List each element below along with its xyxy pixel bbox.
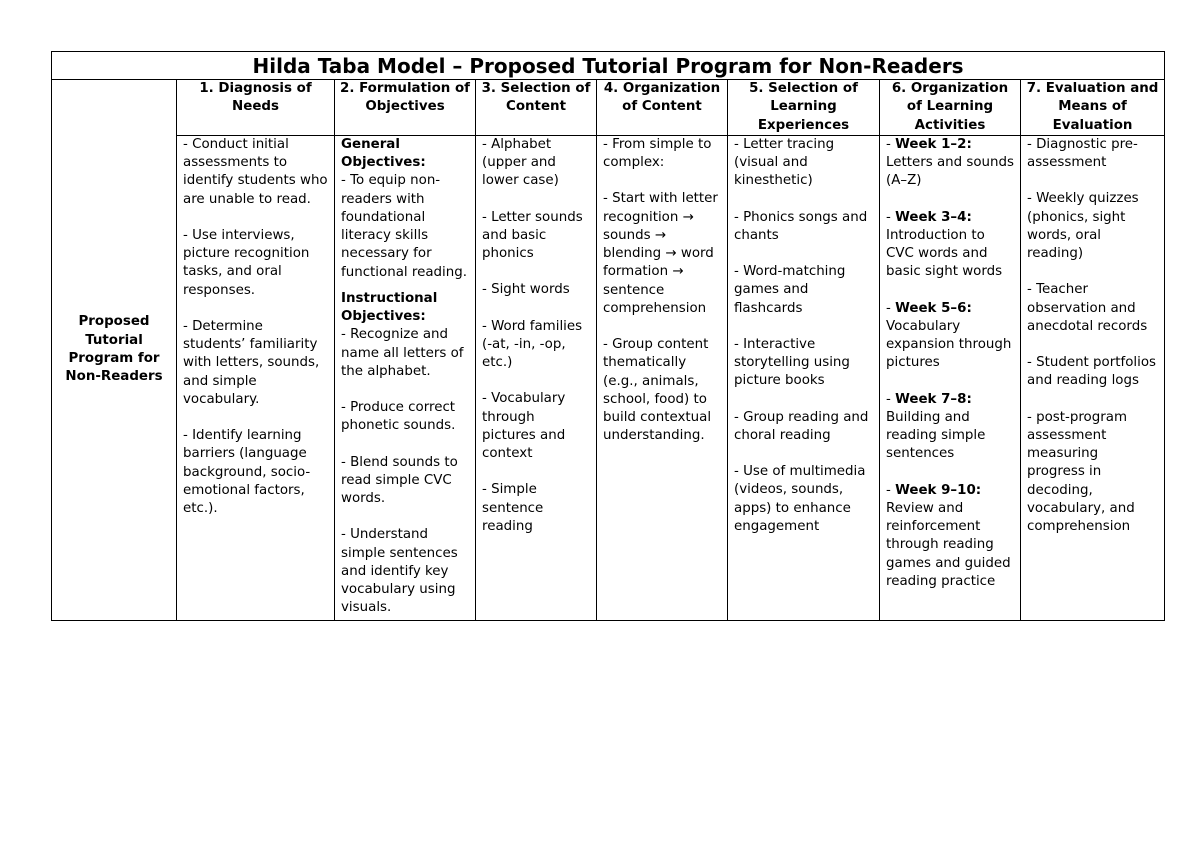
activity-text: Introduction to CVC words and basic sight words <box>886 227 1003 280</box>
tutorial-program-table <box>51 51 1165 621</box>
diagnosis-item: - Identify learning barriers (language background, socio-emotional factors, etc.). <box>183 428 311 516</box>
evaluation-item: - Teacher observation and anecdotal records <box>1027 282 1148 334</box>
content-item: - Sight words <box>482 282 570 298</box>
general-objective: - To equip non-readers with foundational literacy skills necessary for functional reading. <box>341 173 468 280</box>
instructional-objective: - Recognize and name all letters of the alphabet. <box>341 327 464 379</box>
header-content-organization: 4. Organization of Content <box>597 80 728 136</box>
activity-week: Week 7–8: <box>895 391 972 407</box>
header-learning-experiences: 5. Selection of Learning Experiences <box>728 80 880 136</box>
document-title: Hilda Taba Model – Proposed Tutorial Program for Non-Readers <box>52 52 1165 80</box>
general-objectives-heading: General Objectives: <box>341 136 426 170</box>
header-content-selection: 3. Selection of Content <box>476 80 597 136</box>
evaluation-item: - Weekly quizzes (phonics, sight words, oral reading) <box>1027 191 1139 261</box>
activity-week: Week 9–10: <box>895 482 982 498</box>
activity-item <box>886 136 1015 191</box>
header-learning-activities: 6. Organization of Learning Activities <box>880 80 1021 136</box>
content-selection-cell <box>476 135 597 620</box>
activity-text: Building and reading simple sentences <box>886 409 986 462</box>
header-objectives: 2. Formulation of Objectives <box>335 80 476 136</box>
organization-item: - Start with letter recognition → sounds → blending → word formation → sentence comprehension <box>603 191 718 316</box>
organization-item: - Group content thematically (e.g., animals, school, food) to build contextual understanding. <box>603 337 712 444</box>
diagnosis-item: - Conduct initial assessments to identify students who are unable to read. <box>183 136 328 207</box>
content-item: - Letter sounds and basic phonics <box>482 209 583 261</box>
activity-dash: - <box>886 136 896 152</box>
diagnosis-item: - Determine students’ familiarity with letters, sounds, and simple vocabulary. <box>183 318 320 407</box>
activity-dash: - <box>886 300 896 316</box>
evaluation-item: - post-program assessment measuring progress in decoding, vocabulary, and comprehension <box>1027 409 1135 534</box>
instructional-objectives-heading: Instructional Objectives: <box>341 290 438 324</box>
diagnosis-item: - Use interviews, picture recognition tasks, and oral responses. <box>183 227 310 298</box>
content-item: - Alphabet (upper and lower case) <box>482 136 559 189</box>
instructional-objective: - Blend sounds to read simple CVC words. <box>341 454 458 506</box>
activity-item <box>886 209 1015 282</box>
organization-item: - From simple to complex: <box>603 136 712 170</box>
activity-week: Week 5–6: <box>895 300 972 316</box>
evaluation-item: - Diagnostic pre-assessment <box>1027 136 1138 170</box>
activity-item <box>886 391 1015 464</box>
experience-item: - Group reading and choral reading <box>734 409 869 443</box>
diagnosis-cell <box>177 135 335 620</box>
header-diagnosis: 1. Diagnosis of Needs <box>177 80 335 136</box>
title-row <box>52 52 1165 80</box>
experience-item: - Phonics songs and chants <box>734 209 868 243</box>
content-item: - Word families (-at, -in, -op, etc.) <box>482 318 583 370</box>
content-organization-cell <box>597 135 728 620</box>
learning-experiences-cell <box>728 135 880 620</box>
experience-item: - Letter tracing (visual and kinesthetic) <box>734 136 835 189</box>
content-row <box>52 135 1165 620</box>
experience-item: - Interactive storytelling using picture books <box>734 336 850 389</box>
header-evaluation: 7. Evaluation and Means of Evaluation <box>1021 80 1165 136</box>
activity-week: Week 3–4: <box>895 209 972 225</box>
experience-item: - Use of multimedia (videos, sounds, apps) to enhance engagement <box>734 464 866 534</box>
evaluation-cell <box>1021 135 1165 620</box>
content-item: - Vocabulary through pictures and context <box>482 391 566 461</box>
evaluation-item: - Student portfolios and reading logs <box>1027 355 1157 389</box>
activity-dash: - <box>886 391 896 407</box>
content-item: - Simple sentence reading <box>482 482 544 534</box>
header-row <box>52 80 1165 136</box>
activity-item <box>886 300 1015 373</box>
experience-item: - Word-matching games and flashcards <box>734 264 846 316</box>
activity-dash: - <box>886 209 896 225</box>
activity-text: Vocabulary expansion through pictures <box>886 318 1012 371</box>
activity-dash: - <box>886 482 896 498</box>
learning-activities-cell <box>880 135 1021 620</box>
activity-text: Letters and sounds (A–Z) <box>886 155 1015 189</box>
instructional-objective: - Produce correct phonetic sounds. <box>341 400 456 434</box>
instructional-objective: - Understand simple sentences and identify key vocabulary using visuals. <box>341 527 458 616</box>
activity-item <box>886 482 1015 592</box>
activity-week: Week 1–2: <box>895 136 972 152</box>
objectives-cell <box>335 135 476 620</box>
activity-text: Review and reinforcement through reading games and guided reading practice <box>886 500 1011 589</box>
row-label-cell: Proposed Tutorial Program for Non-Readers <box>52 80 177 621</box>
